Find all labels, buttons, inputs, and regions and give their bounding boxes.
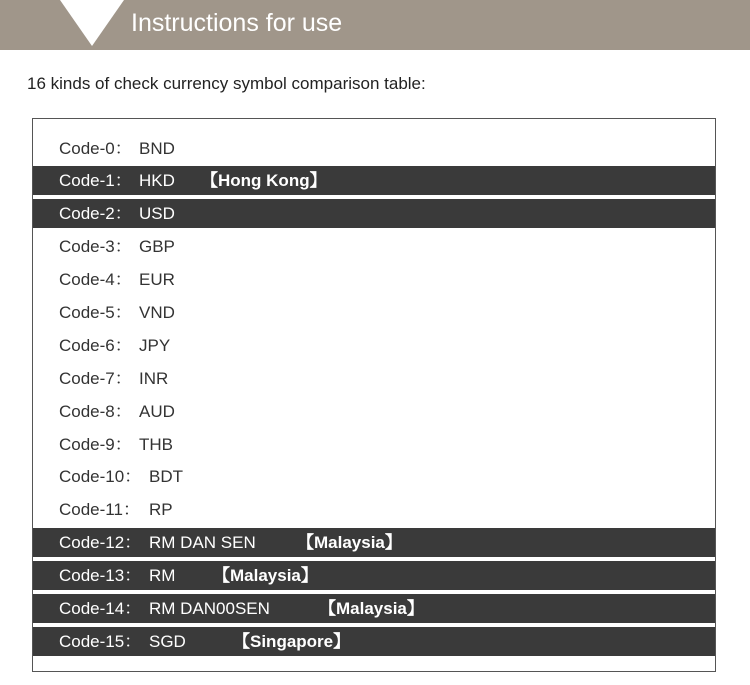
code-label: Code-12：: [59, 533, 142, 552]
currency-label: USD: [139, 204, 175, 223]
currency-label: AUD: [139, 402, 175, 421]
region-label: 【Malaysia】: [213, 566, 318, 585]
code-label: Code-13：: [59, 566, 142, 585]
code-label: Code-0：: [59, 139, 132, 158]
table-row: [33, 364, 715, 393]
currency-label: RM DAN00SEN: [149, 599, 270, 618]
table-row: [33, 166, 715, 195]
code-label: Code-10：: [59, 467, 142, 486]
currency-label: BDT: [149, 467, 183, 486]
code-label: Code-2：: [59, 204, 132, 223]
table-row: [33, 627, 715, 656]
table-row: [33, 199, 715, 228]
region-label: 【Malaysia】: [297, 533, 402, 552]
table-row: [33, 134, 715, 163]
currency-label: EUR: [139, 270, 175, 289]
code-label: Code-3：: [59, 237, 132, 256]
currency-label: VND: [139, 303, 175, 322]
code-label: Code-5：: [59, 303, 132, 322]
currency-label: RM DAN SEN: [149, 533, 256, 552]
currency-label: SGD: [149, 632, 186, 651]
page-title: Instructions for use: [131, 9, 343, 37]
code-label: Code-14：: [59, 599, 142, 618]
table-row: [33, 265, 715, 294]
table-row: [33, 232, 715, 261]
currency-label: JPY: [139, 336, 171, 355]
code-label: Code-11：: [59, 500, 140, 519]
table-row: [33, 528, 715, 557]
code-label: Code-7：: [59, 369, 132, 388]
code-label: Code-9：: [59, 435, 132, 454]
code-label: Code-1：: [59, 171, 132, 190]
code-label: Code-4：: [59, 270, 132, 289]
currency-label: GBP: [139, 237, 175, 256]
currency-label: RM: [149, 566, 176, 585]
currency-label: HKD: [139, 171, 175, 190]
currency-label: BND: [139, 139, 175, 158]
intro-text: 16 kinds of check currency symbol comparison table:: [27, 74, 426, 93]
table-row: [33, 430, 715, 459]
table-row: [33, 594, 715, 623]
code-label: Code-8：: [59, 402, 132, 421]
code-label: Code-15：: [59, 632, 142, 651]
code-label: Code-6：: [59, 336, 132, 355]
region-label: 【Singapore】: [233, 632, 351, 651]
table-row: [33, 561, 715, 590]
region-label: 【Malaysia】: [319, 599, 424, 618]
table-row: [33, 462, 715, 491]
currency-label: RP: [149, 500, 173, 519]
region-label: 【Hong Kong】: [201, 171, 327, 190]
table-row: [33, 495, 715, 524]
table-row: [33, 397, 715, 426]
currency-label: THB: [139, 435, 173, 454]
table-row: [33, 331, 715, 360]
header-notch: [60, 0, 124, 46]
table-row: [33, 298, 715, 327]
currency-label: INR: [139, 369, 169, 388]
